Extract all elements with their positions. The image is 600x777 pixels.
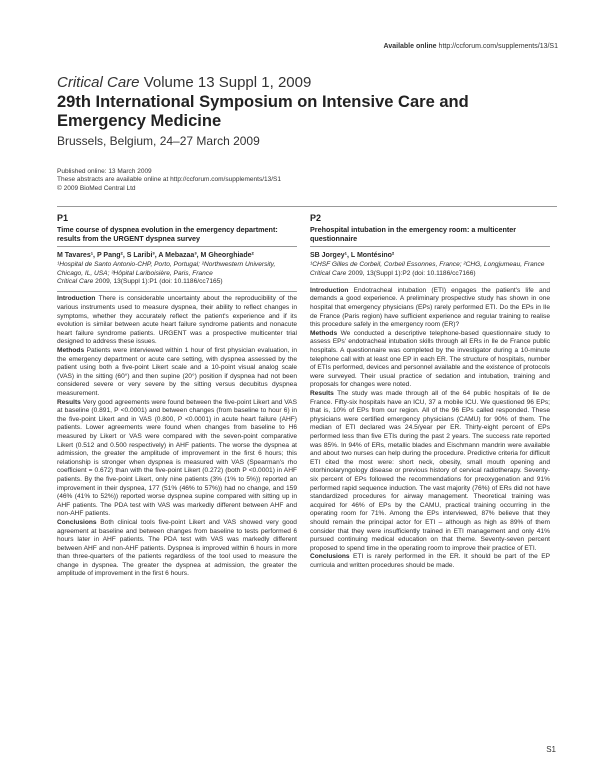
section-text: The study was made through all of the 64 public hospitals of Ile de France. Fifty-six hospitals have an ICU, 37 a mobile ICU. We questioned 96 EPs; that is, 10% of EPs from our region. All of the 96 EPs called responded. These physicians were certified emergency physicians (CAMU) for 90% of them. The median of ETI declared was 24.5/year per ER. Thirty-eight percent of EPs performed less than five ETIs during the past 2 years. The success rate reported was 85%. In 94% of ERs, metallic blades and Eischmann mandrin were available and about two nurses can help during the procedure. Predictive criteria for difficult ETI cited the most were: short neck, obesity, small mouth opening and otorhinolaryngology disease or previous history of cervical radiotherapy. Seventy-six percent of EPs followed the recommendations for preoxygenation and 91% performed rapid sequence induction. The vast majority (76%) of ERs did not have standardized procedures for airway management. Theoretical training was acquired for 46% of EPs by the CAMU, practical training occurring in the operating room for 71%. Among the EPs interviewed, 87% believe that they should remain the principal actor for ETI – although as high as 89% of them consider that they were insufficiently trained in ETI management and only 41% pursued continuing medical education on that theme. Seventy-seven percent proposed to spend time in the operating room to improve their practice of ETI. <box>310 390 550 552</box>
citation-details: 2009, 13(Suppl 1):P2 (doi: 10.1186/cc7166) <box>346 269 476 277</box>
citation-journal: Critical Care <box>57 278 94 286</box>
section-text: ETI is rarely performed in the ER. It should be part of the EP curricula and written procedures should be made. <box>310 553 550 569</box>
citation-details: 2009, 13(Suppl 1):P1 (doi: 10.1186/cc7165) <box>93 278 223 286</box>
available-online-line <box>384 43 558 50</box>
abstract-id: P1 <box>57 213 69 223</box>
section-text: Endotracheal intubation (ETI) engages the patient's life and demands a good experience. A preliminary prospective study has shown in one hospital that emergency physicians (EPs) rarely performed ETI. Do the EPs in Ile de France (Paris region) have sufficient experience and regular training to realise this procedure safely in the emergency room (ER)? <box>310 286 550 329</box>
abstract-affiliations: ¹Hospital de Santo Antonio-CHP, Porto, Portugal; ²Northwestern University, Chicago, IL, USA; ³Hôpital Lariboisière, Paris, France <box>57 261 276 277</box>
abstract-citation <box>57 278 297 287</box>
section-label: Results <box>57 398 81 406</box>
section-divider <box>310 282 550 283</box>
journal-volume: Volume 13 Suppl 1, 2009 <box>143 74 312 91</box>
abstract-authors: SB Jorgey¹, L Montésino² <box>310 251 395 259</box>
symposium-location: Brussels, Belgium, 24–27 March 2009 <box>57 134 260 148</box>
section-label: Introduction <box>57 295 96 303</box>
abstract-title: Prehospital intubation in the emergency room: a multicenter questionnaire <box>310 225 550 247</box>
availability-note: These abstracts are available online at http://ccforum.com/supplements/13/S1 <box>57 176 282 184</box>
section-text: Both clinical tools five-point Likert and VAS showed very good agreement at baseline and between changes from baseline to tests performed 6 hours later in AHF patients. The PDA test with VAS was markedly different between AHF and non-AHF patients. Dyspnea is improved within 6 hours in more than three-quarters of the patients regardless of the tool used to measure the change in dyspnea. The greater the dyspnea at admission, the greater the amplitude of improvement in the first 6 hours. <box>57 518 297 578</box>
section-text: Patients were interviewed within 1 hour of first physician evaluation, in the emergency department or acute care setting, with dyspnea assessed by the patient using both a five-point Likert scale and a 10-point visual analog scale (VAS) in the sitting (60°) and then supine (20°) position if dyspnea had not been considered severe or very severe by the sitting versus decubitus dyspnea measurement. <box>57 347 297 397</box>
section-divider <box>57 291 297 292</box>
abstract-p1 <box>57 214 297 579</box>
section-text: We conducted a descriptive telephone-based questionnaire study to assess EPs' endotracheal intubation skills through all ERs in Ile de France public hospitals. A questionnaire was completed by the investigator during a 10-minute telephone call with at least one EP in each ER. The structure of hospitals, number of ETIs performed, devices and personnel available and the existence of protocols were surveyed. Their usual practice of sedation and intubation, training and proposals for changes were noted. <box>310 329 551 389</box>
abstract-citation <box>310 270 550 279</box>
section-label: Conclusions <box>310 553 350 561</box>
symposium-title: 29th International Symposium on Intensive Care and Emergency Medicine <box>57 93 469 130</box>
section-introduction <box>57 295 297 347</box>
journal-name: Critical Care <box>57 74 140 91</box>
abstract-id: P2 <box>310 213 322 223</box>
section-text: Very good agreements were found between the five-point Likert and VAS at baseline (0.891, P <0.0001) and between changes (from baseline to hour 6) in the five-point Likert and in VAS (0.800, P <0.0001) in acute heart failure (AHF) patients. Lower agreements were found when changes from baseline to H6 measured by Likert or VAS were compared with the seven-point comparative Likert (0.512 and 0.500 respectively) in AHF patients. The worse the dyspnea at admission, the greater the amplitude of improvement in the first 6 hours; this relationship is stronger when dyspnea is measured with VAS (Spearman's rho coefficient = 0.672) than with the five-point Likert (0.272) (both P <0.0001) in AHF patients. By the five-point Likert, only nine patients (3% (1% to 5%)) reported an improvement in their dyspnea, 177 (51% (46% to 57%)) had no change, and 159 (46% (41% to 52%)) reported worse dyspnea supine compared with sitting up in AHF patients. The PDA test with VAS was markedly different between AHF and non-AHF patients. <box>57 398 297 518</box>
journal-header <box>57 74 557 148</box>
section-methods <box>57 347 297 399</box>
section-label: Methods <box>57 347 85 355</box>
published-date: Published online: 13 March 2009 <box>57 168 152 175</box>
section-conclusions <box>310 553 550 570</box>
page-number: S1 <box>546 745 556 754</box>
citation-journal: Critical Care <box>310 269 347 277</box>
section-text: There is considerable uncertainty about the reproducibility of the various instruments used to measure dyspnea, their ability to reflect changes in symptoms, whether they accurately reflect the patient's experience and if its evolution is similar between acute heart failure syndrome patients and nonacute heart failure syndrome patients. URGENT was a prospective multicenter trial designed to address these issues. <box>57 295 297 346</box>
section-results <box>57 399 297 519</box>
section-results <box>310 390 550 553</box>
abstract-affiliations: ¹CHSF Gilles de Corbeil, Corbeil Essonnes, France; ²CHG, Longjumeau, France <box>310 261 545 269</box>
abstract-p2 <box>310 214 550 570</box>
section-label: Introduction <box>310 286 349 294</box>
journal-name-line <box>57 74 557 91</box>
section-conclusions <box>57 519 297 579</box>
available-online-label: Available online <box>383 43 437 50</box>
abstract-title: Time course of dyspnea evolution in the emergency department: results from the URGENT dyspnea survey <box>57 225 297 247</box>
available-online-url[interactable]: http://ccforum.com/supplements/13/S1 <box>438 43 558 50</box>
copyright: © 2009 BioMed Central Ltd <box>57 184 136 192</box>
section-label: Conclusions <box>57 518 97 526</box>
section-label: Methods <box>310 329 338 337</box>
section-introduction <box>310 287 550 330</box>
section-label: Results <box>310 390 334 397</box>
section-methods <box>310 330 550 390</box>
abstract-authors: M Tavares¹, P Pang², S Laribi³, A Mebazaa³, M Gheorghiade² <box>57 251 254 259</box>
publication-info <box>57 168 557 193</box>
header-divider <box>57 206 557 207</box>
